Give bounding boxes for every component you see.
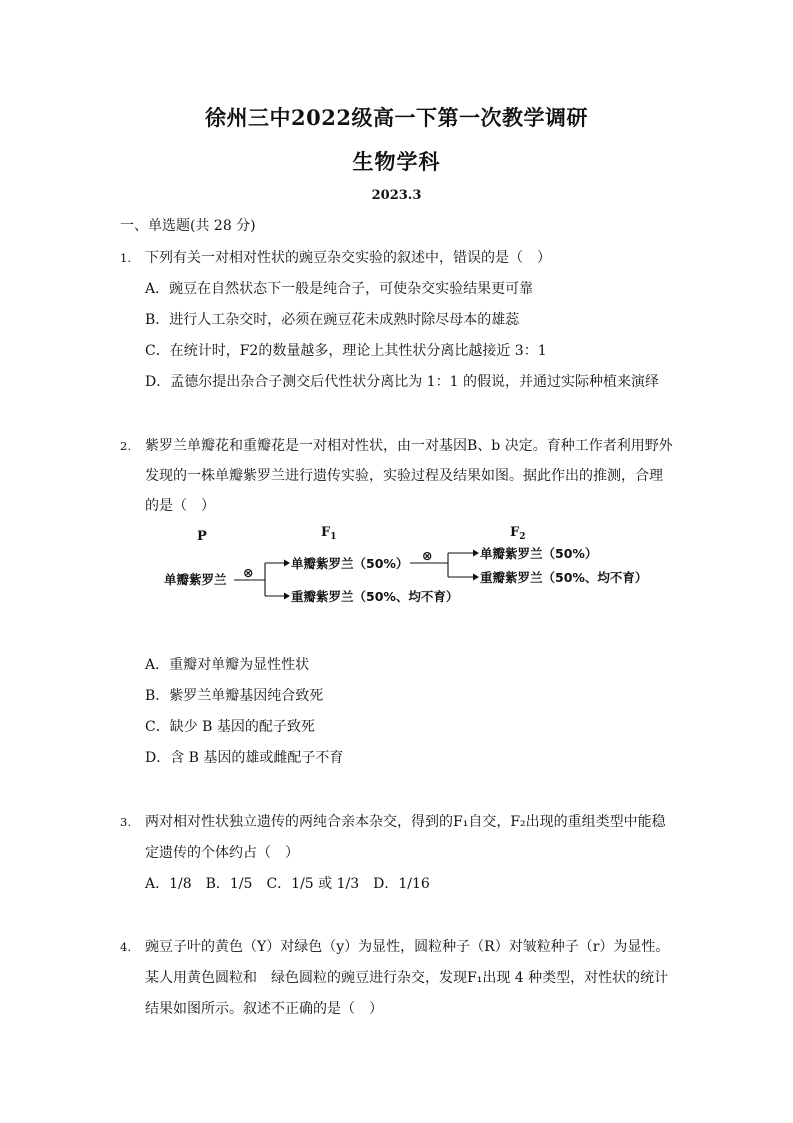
option-b: B．进行人工杂交时，必须在豌豆花未成熟时除尽母本的雄蕊: [145, 312, 520, 328]
option-a: A．重瓣对单瓣为显性性状: [145, 657, 310, 673]
f2-single-phenotype: 单瓣紫罗兰（50%）: [480, 546, 598, 561]
f1-single-phenotype: 单瓣紫罗兰（50%）: [291, 556, 409, 571]
question-stem-line: 发现的一株单瓣紫罗兰进行遗传实验，实验过程及结果如图。据此作出的推测，合理: [145, 468, 663, 484]
option-b: B．紫罗兰单瓣基因纯合致死: [145, 688, 324, 704]
f2-subscript: 2: [519, 532, 526, 542]
option-c: C．在统计时，F2的数量越多，理论上其性状分离比越接近 3：1: [145, 343, 547, 359]
section-title: 一、单选题(共 28 分): [120, 218, 256, 234]
arrow-head: [284, 593, 290, 600]
f2-letter: F: [510, 525, 520, 540]
page-title: 徐州三中2022级高一下第一次教学调研: [205, 105, 588, 130]
question-stem-line: 紫罗兰单瓣花和重瓣花是一对相对性状，由一对基因B、b 决定。育种工作者利用野外: [145, 438, 673, 454]
inheritance-diagram: [160, 522, 660, 612]
question-stem-line: 两对相对性状独立遗传的两纯合亲本杂交，得到的F₁自交，F₂出现的重组类型中能稳: [145, 814, 666, 830]
option-d: D．含 B 基因的雄或雌配子不育: [145, 750, 344, 766]
question-stem-line: 定遗传的个体约占（ ）: [145, 845, 299, 861]
question-number: 4.: [120, 940, 131, 954]
arrow-head: [473, 574, 479, 581]
question-stem-line: 的是（ ）: [145, 498, 215, 514]
self-cross-symbol: ⊗: [243, 565, 254, 580]
question-stem-line: 豌豆子叶的黄色（Y）对绿色（y）为显性，圆粒种子（R）对皱粒种子（r）为显性。: [145, 939, 670, 955]
f1-double-phenotype: 重瓣紫罗兰（50%、均不育）: [291, 589, 459, 604]
f1-subscript: 1: [330, 532, 337, 542]
question-stem-line: 某人用黄色圆粒和 绿色圆粒的豌豆进行杂交，发现F₁出现 4 种类型，对性状的统计: [145, 970, 669, 986]
option-d: D．孟德尔提出杂合子测交后代性状分离比为 1：1 的假说，并通过实际种植来演绎: [145, 374, 659, 390]
arrow-head: [284, 560, 290, 567]
f2-double-phenotype: 重瓣紫罗兰（50%、均不育）: [480, 570, 648, 585]
self-cross-symbol: ⊗: [422, 548, 433, 563]
question-number: 1.: [120, 251, 131, 265]
question-stem-line: 结果如图所示。叙述不正确的是（ ）: [145, 1001, 383, 1017]
exam-date: 2023.3: [371, 188, 422, 203]
p-generation-label: P: [197, 529, 207, 544]
f1-generation-label: [321, 525, 337, 542]
question-number: 3.: [120, 815, 131, 829]
option-a: A．豌豆在自然状态下一般是纯合子，可使杂交实验结果更可靠: [145, 281, 534, 297]
option-c: C．缺少 B 基因的配子致死: [145, 719, 315, 735]
arrow-head: [473, 550, 479, 557]
parent-phenotype: 单瓣紫罗兰: [164, 572, 227, 587]
f2-generation-label: [510, 525, 526, 542]
question-stem-line: 下列有关一对相对性状的豌豆杂交实验的叙述中，错误的是（ ）: [145, 250, 551, 266]
subject-title: 生物学科: [352, 149, 441, 174]
question-number: 2.: [120, 439, 131, 453]
options-line: A．1/8 B．1/5 C．1/5 或 1/3 D．1/16: [145, 876, 430, 892]
f1-letter: F: [321, 525, 331, 540]
